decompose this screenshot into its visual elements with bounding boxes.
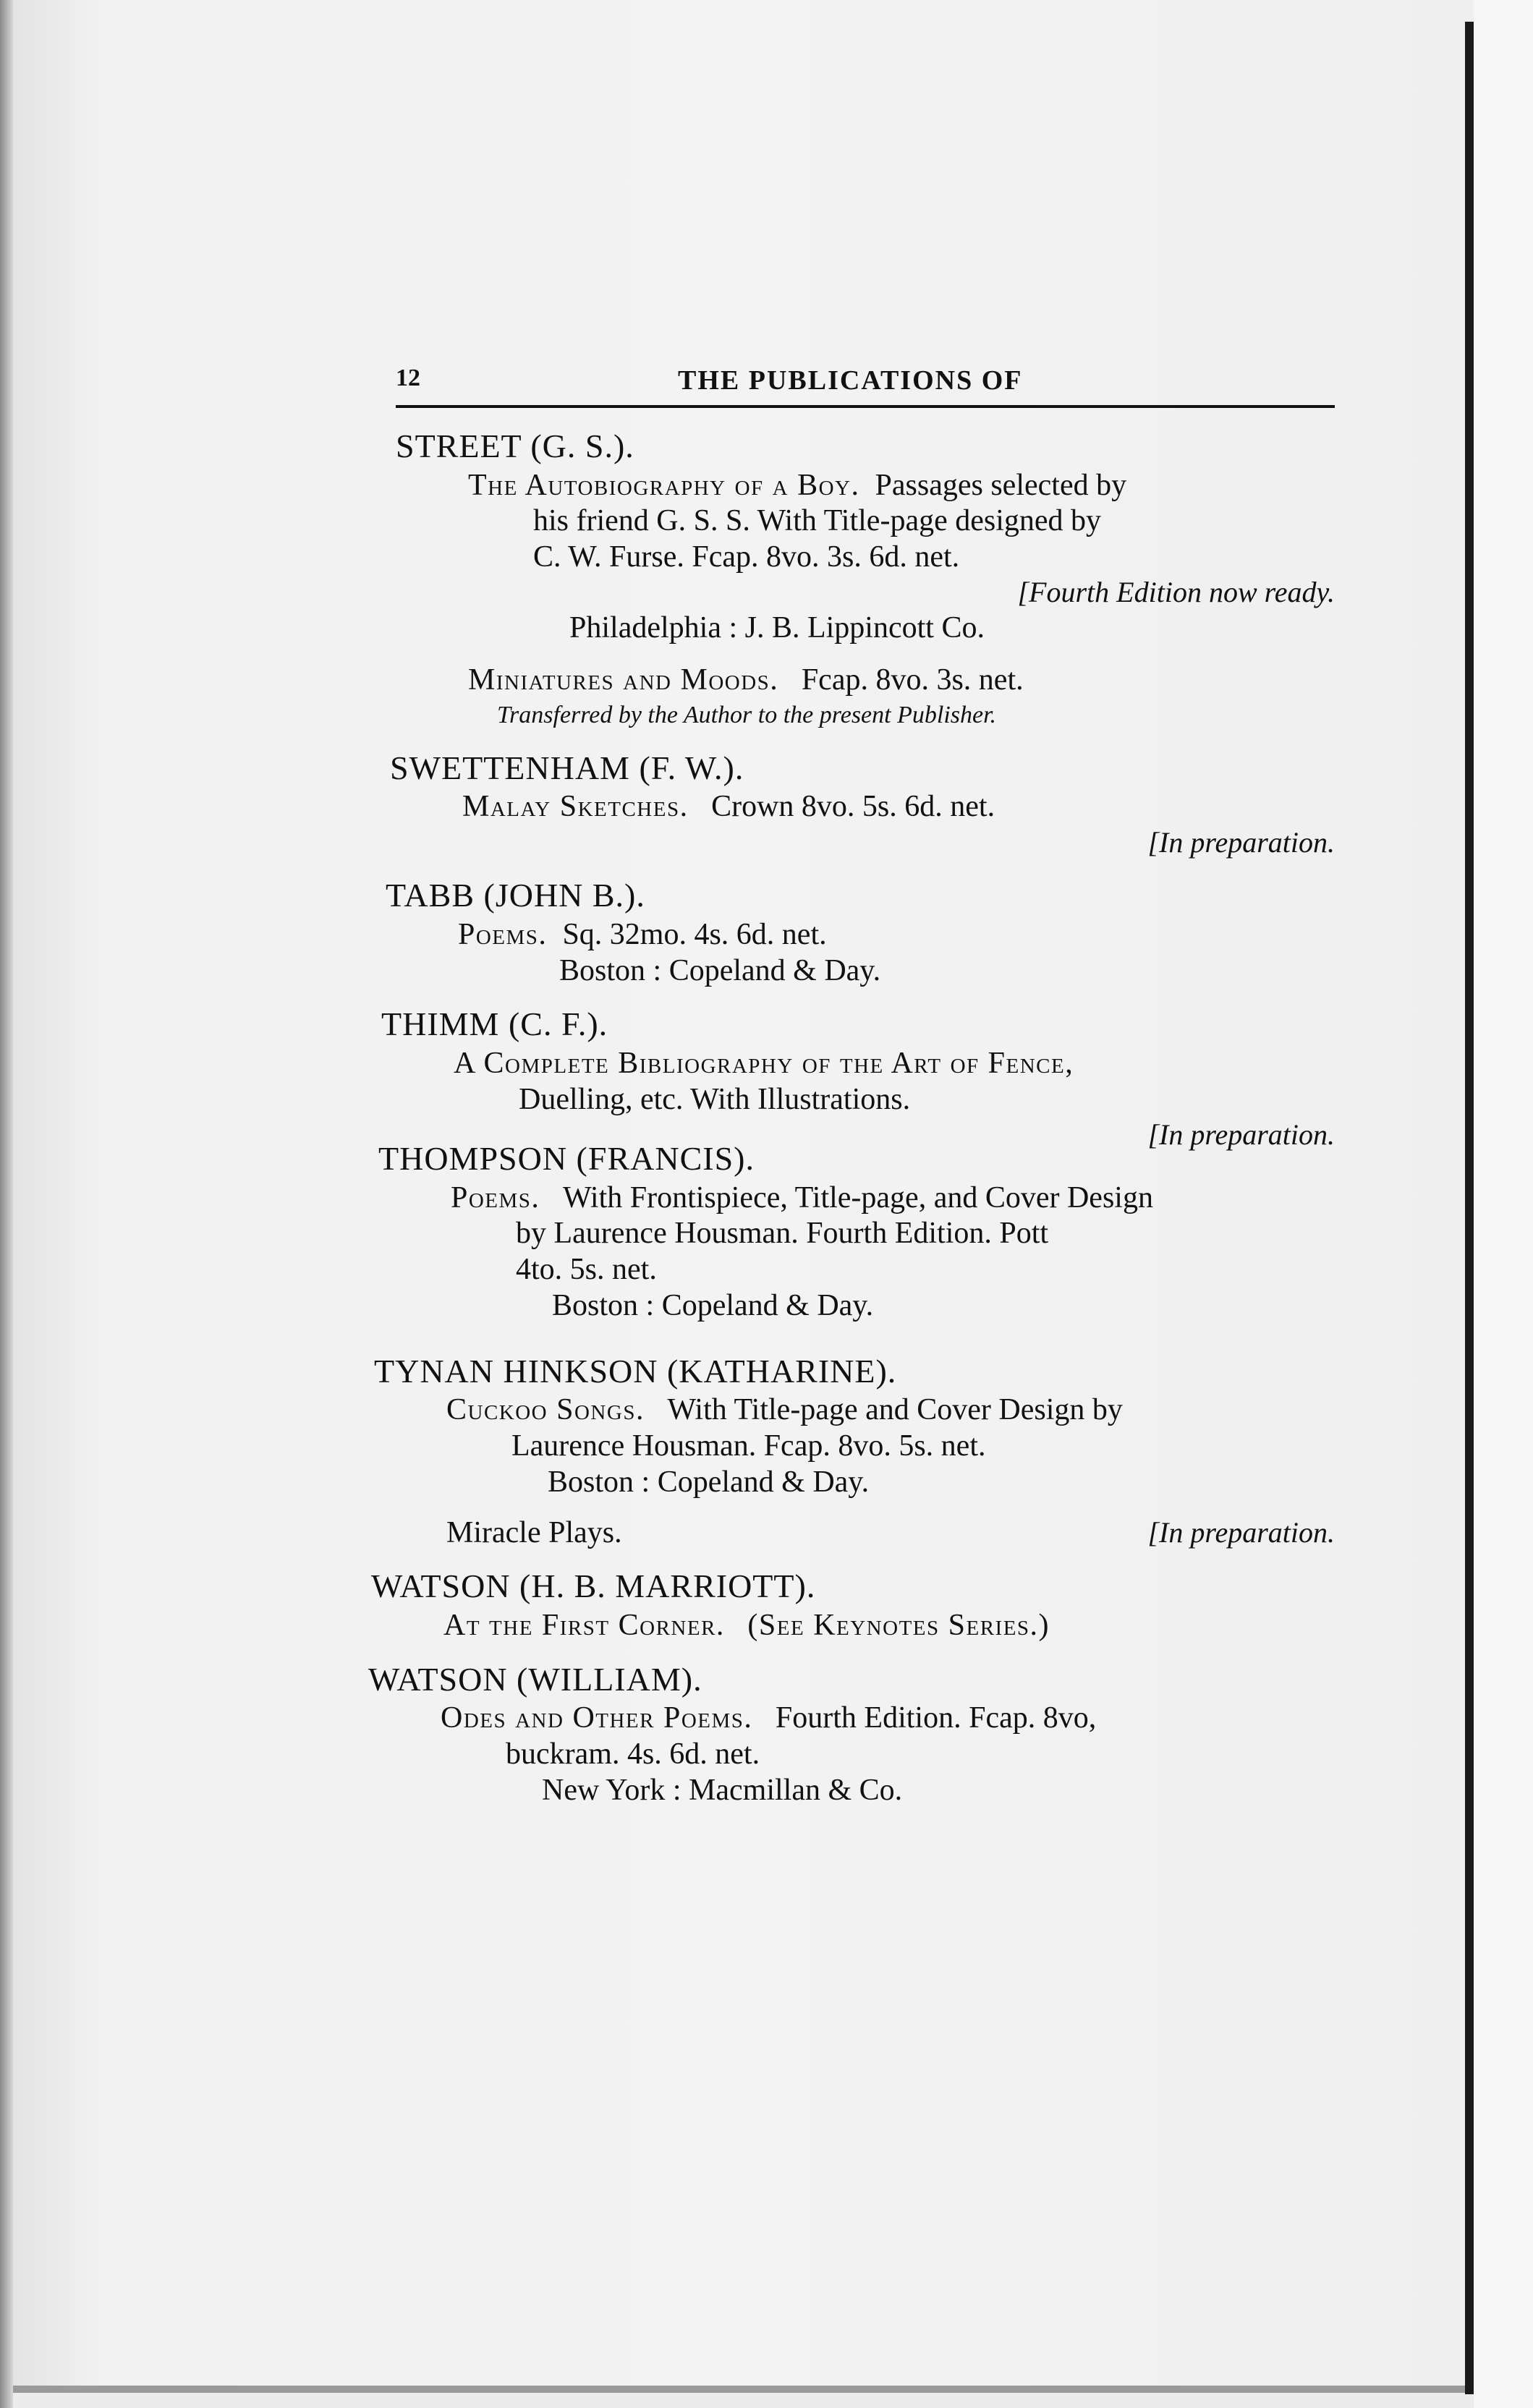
work-item bbox=[381, 1046, 1335, 1152]
work-description: 4to. 5s. net. bbox=[516, 1252, 657, 1286]
publisher-line: Philadelphia : J. B. Lippincott Co. bbox=[569, 611, 985, 645]
work-title: Miracle Plays. bbox=[446, 1515, 622, 1549]
work-title: Miniatures and Moods. bbox=[468, 663, 779, 697]
work-item bbox=[374, 1392, 1335, 1500]
right-margin bbox=[1474, 0, 1533, 2408]
work-title: The Autobiography of a Boy. bbox=[468, 468, 860, 502]
work-description: With Frontispiece, Title-page, and Cover Design bbox=[562, 1180, 1153, 1214]
running-head: THE PUBLICATIONS OF bbox=[678, 365, 1023, 396]
catalogue-entry bbox=[374, 1353, 1335, 1552]
author-heading: WATSON (H. B. MARRIOTT). bbox=[371, 1567, 816, 1605]
work-title: Odes and Other Poems. bbox=[441, 1701, 753, 1735]
transfer-note: Transferred by the Author to the present Publisher. bbox=[497, 702, 997, 729]
author-heading: THOMPSON (FRANCIS). bbox=[378, 1140, 755, 1178]
page-content bbox=[365, 362, 1335, 1826]
work-description: his friend G. S. S. With Title-page designed by bbox=[533, 504, 1102, 538]
work-item bbox=[371, 1608, 1335, 1644]
publisher-line: Boston : Copeland & Day. bbox=[552, 1289, 874, 1323]
author-heading: STREET (G. S.). bbox=[396, 427, 634, 464]
work-description: buckram. 4s. 6d. net. bbox=[506, 1737, 760, 1771]
catalogue-entry bbox=[371, 1568, 1335, 1643]
work-item bbox=[386, 917, 1335, 990]
work-title: Poems. bbox=[451, 1180, 540, 1214]
author-heading: TABB (JOHN B.). bbox=[386, 876, 645, 914]
page-left-edge bbox=[0, 0, 13, 2408]
work-item bbox=[396, 663, 1335, 733]
work-title: At the First Corner. bbox=[443, 1608, 725, 1642]
page-header bbox=[396, 362, 1335, 408]
status-note: [In preparation. bbox=[1147, 1118, 1335, 1152]
work-description: Duelling, etc. With Illustrations. bbox=[519, 1082, 911, 1116]
author-heading: THIMM (C. F.). bbox=[381, 1005, 608, 1043]
work-description: Fourth Edition. Fcap. 8vo, bbox=[775, 1701, 1097, 1735]
publisher-line: New York : Macmillan & Co. bbox=[542, 1774, 903, 1808]
page-bottom-edge bbox=[13, 2386, 1465, 2393]
work-description: Laurence Housman. Fcap. 8vo. 5s. net. bbox=[511, 1429, 986, 1463]
catalogue-entry bbox=[396, 428, 1335, 733]
catalogue-entry bbox=[368, 1662, 1335, 1809]
work-description: Sq. 32mo. 4s. 6d. net. bbox=[562, 917, 827, 951]
publisher-line: Boston : Copeland & Day. bbox=[559, 954, 881, 988]
work-item bbox=[378, 1180, 1335, 1324]
work-title: A Complete Bibliography of the Art of Fence, bbox=[454, 1047, 1074, 1081]
status-note: [Fourth Edition now ready. bbox=[1017, 576, 1335, 609]
work-description: by Laurence Housman. Fourth Edition. Pott bbox=[516, 1217, 1049, 1251]
work-title: Cuckoo Songs. bbox=[446, 1393, 645, 1427]
catalogue-entry bbox=[378, 1141, 1335, 1324]
status-note: [In preparation. bbox=[1147, 1515, 1335, 1549]
catalogue-entry bbox=[386, 877, 1335, 990]
page-number: 12 bbox=[396, 365, 420, 391]
work-description: Passages selected by bbox=[875, 468, 1127, 502]
work-description: (See Keynotes Series.) bbox=[747, 1608, 1050, 1642]
work-item bbox=[390, 789, 1335, 860]
work-item bbox=[396, 468, 1335, 647]
catalogue-entry bbox=[390, 750, 1335, 860]
status-note: [In preparation. bbox=[1147, 825, 1335, 859]
work-description: C. W. Furse. Fcap. 8vo. 3s. 6d. net. bbox=[533, 540, 960, 574]
author-heading: TYNAN HINKSON (KATHARINE). bbox=[374, 1352, 897, 1390]
work-item bbox=[368, 1701, 1335, 1808]
work-title: Poems. bbox=[458, 917, 548, 951]
catalogue-entries bbox=[365, 428, 1335, 1809]
author-heading: WATSON (WILLIAM). bbox=[368, 1660, 702, 1698]
publisher-line: Boston : Copeland & Day. bbox=[548, 1465, 870, 1499]
page-right-border bbox=[1465, 22, 1474, 2394]
catalogue-entry bbox=[381, 1006, 1335, 1152]
work-description: With Title-page and Cover Design by bbox=[667, 1393, 1123, 1427]
work-description: Crown 8vo. 5s. 6d. net. bbox=[711, 790, 995, 824]
work-title: Malay Sketches. bbox=[462, 790, 689, 824]
work-description: Fcap. 8vo. 3s. net. bbox=[801, 663, 1024, 697]
author-heading: SWETTENHAM (F. W.). bbox=[390, 749, 744, 786]
work-item bbox=[374, 1515, 1335, 1552]
